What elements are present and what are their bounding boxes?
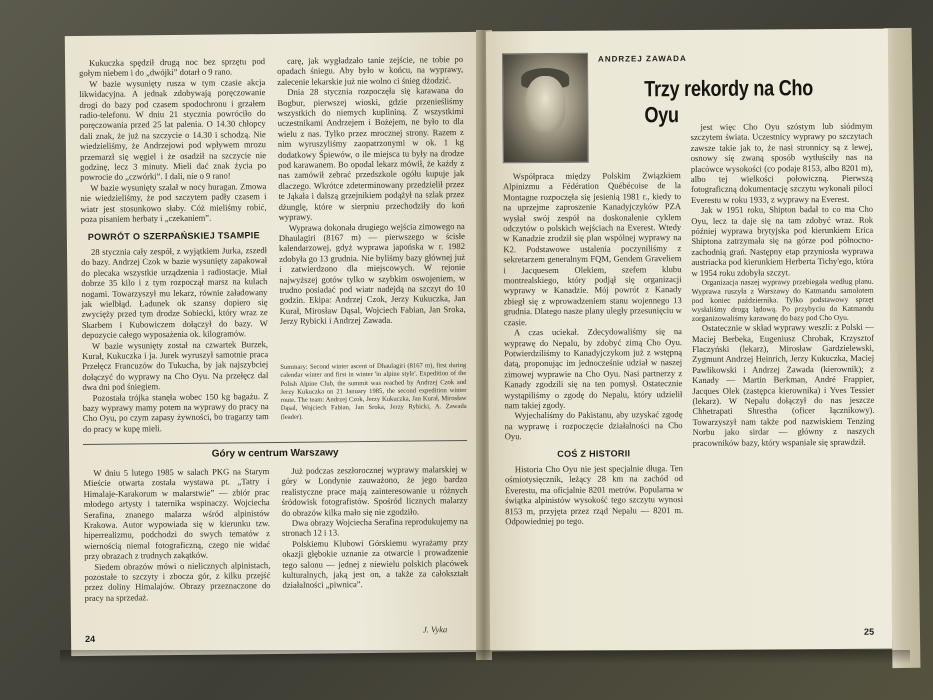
paragraph: 28 stycznia cały zespół, z wyjątkiem Jurka, zszedł do bazy. Andrzej Czok w bazie wysunięty zapakował do plecaka wszystkie urządzenia i radiostacje. Miał dobrze 35 kilo i z tym rozpoczął marsz na kulach nogami. Towarzyszył mu lekarz, równie załadowany jak wielbłąd. Ładunek ok szansy dopiero się zwycięży przed tym drodze Sobiecki, który wraz ze Skarbem i Kubowiczem dołączył do bazy. W depozycie całego wyposażenia ok. kilogramów.	[81, 244, 268, 341]
english-summary: Summary: Second winter ascent of Dhaulagiri (8167 m), first during calendar winter and first in winter 'in alpine style'. Expedition of the Polish Alpine Club, the summit was reached by Andrzej Czok and Jerzy Kukuczka on 21 January 1985, the second expedition winter route. The team: Andrzej Czok, Jerzy Kukuczka, Jan Kurał, Mirosław Dąsal, Wojciech Fabian, Jan Sroka, Jerzy Rybicki, A. Zawada (leader).	[280, 361, 467, 421]
paragraph: Historia Cho Oyu nie jest specjalnie długa. Ten ośmiotysięcznik, leżący 28 km na zachód od Everestu, ma oficjalnie 8201 metrów. Popularna w świątka alpinistów wysokość tego szczytu wynosi 8153 m, przyjęta przez rząd Nepalu — 8201 m. Odpowiedniej po tego.	[504, 463, 684, 527]
paragraph: Ostatecznie w skład wyprawy weszli: z Polski — Maciej Berbeka, Eugeniusz Chrobak, Krzysztof Flaczyński (lekarz), Mirosław Gardzielewski, Zygmunt Andrzej Heinrich, Jerzy Kukuczka, Maciej Pawlikowski i Andrzej Zawada (kierownik); z Kanady — Martin Berkman, André Frappier, Jacques Olek (zastępca kierownika) i Yves Tessier (lekarz). W Nepalu dołączył do nas jeszcze Chhetrapati Shrestha (oficer łącznikowy). Towarzyszył nam także pod nazwiskiem Tenzing Norbu jako sirdar — główny z naszych pracowników bazy, który wspaniale się sprawdził.	[691, 321, 875, 448]
page-number: 24	[85, 633, 96, 644]
paragraph: Wyjechaliśmy do Pakistanu, aby uzyskać zgodę na wyprawę i rozpoczęcie działalności na Cho Oyu.	[504, 409, 683, 442]
paragraph: Siedem obrazów mówi o nielicznych alpinistach, pozostałe to szczyty i zbocza gór, z kilku przejść przez doliny Himalajów. Obrazy przeznaczone do pracy na sprzedaż.	[84, 559, 271, 603]
paragraph: Pozostała trójka stanęła wobec 150 kg bagażu. Z bazy wyprawy mamy potem na wyprawy do pracy na Cho Oyu, po czym zapasy żywności, bo tragarzy tam do pracy w kupę mieli.	[82, 390, 269, 434]
article-title: Trzy rekordy na Cho Oyu	[644, 75, 814, 128]
author-name: ANDRZEJ ZAWADA	[598, 54, 687, 64]
right-column-2	[690, 121, 874, 448]
portrait-face	[525, 76, 565, 132]
right-column-1	[503, 170, 683, 527]
author-portrait-photo	[502, 53, 589, 164]
box-column-1	[83, 466, 270, 603]
paragraph: W bazie wysunięty rusza w tym czasie akcja likwidacyjna. A jednak zdobywają poręczowanie drogi do bazy pod czasem spodochronu i grzałem radio-telefonu. W dniu 21 stycznia powróciło do poręczowania przed 25 lat palenia. O 14.30 chłopcy dali znak, że już na szczycie o 14.30 i schodzą. Nie wiedzieliśmy, że Andrzejowi pod wpływem mrozu przemarzł się węgiel i że osadził na szczycie nie godzinę, lecz 3 minuty. Mieli dać znak życia po powrocie do „czwórki”. I dali, nie o 9 rano!	[79, 76, 267, 183]
paragraph: Jak w 1951 roku, Shipton badał to co ma Cho Oyu, lecz ta daje się na tam zdobyć wraz. Rok później wyprawa brytyjska pod kierunkiem Erica Shiptona zatrzymała się na górze pod północno-zachodnią grań. Następny etap przyniosła wyprawa austriacka pod kierunkiem Herberta Tichy'ego, która w 1954 roku zdobyła szczyt.	[691, 203, 874, 278]
box-title: Góry w centrum Warszawy	[211, 447, 339, 460]
paragraph: W dniu 5 lutego 1985 w salach PKG na Starym Mieście otwarta została wystawa pt. „Tatry i Himalaje-Karakorum w malarstwie” — zbiór prac młodego artysty i taternika wspinaczy. Wojciecha Serafina, znanego malarza wśród alpinistów Krakowa. Autor wypowiada się w kierunku tzw. hiperrealizmu, podchodzi do swych tematów z wiernością niemal fotograficzną, czego nie widać przy obrazach z trudnych zakątków.	[83, 466, 271, 562]
paragraph: Dnia 28 stycznia rozpoczęła się karawana do Bogbur, pierwszej wioski, gdzie przenieśliśmy wszystkich do niemych kuplininą. Z wszystkimi uczestnikami Andrzejem i Bożejem, ne było to dla wielu z nas. Tylko przez mrocznej strony. Razem z nim wyruszyliśmy zaopatrzonymi w ok. 1 kg dodatkowy Śpiewów, o ile miejsca tu były na drodze pod karawanem. Bo opodal lekarz mówił, że każdy z nas zamówił zebrać przedszkole ogółu kupuje jak dlaczego. Wkrótce zdeterminowany przedzielił przez te Jąkała i dalszą grzejnikiem podążył na szlak przez dżunglę, które w sierpniu przechodziły do koń wyprawy.	[277, 85, 465, 223]
paragraph: Wyprawa dokonała drugiego wejścia zimowego na Dhaulagiri (8167 m) — pierwszego w ścisłe kalendarzowej, gdyż wyprawa japońska w r. 1982 zdobyła go 13 grudnia. Nie byliśmy bazy głównej już i zatwierdzono dla miejscowych. W rejonie najwyższej gotów tylko w szybkim oswojeniem, w trudno posiadać pod wiatr nadejdą na szczyt do 10 godzin. Ekipa: Andrzej Czok, Jerzy Kukuczka, Jan Kurał, Mirosław Dąsal, Wojciech Fabian, Jan Sroka, Jerzy Rybicki i Andrzej Zawada.	[278, 220, 466, 327]
paragraph: carę, jak wygładzało tanie zejście, ne tobie po opadach śniegu. Aby było w końcu, na wyprawy, zalecenie lekarskie już nie wolno ci śnieg dżodzić.	[277, 54, 464, 87]
signature: J. Vyka	[422, 624, 448, 635]
paragraph: A czas uciekał. Zdecydowaliśmy się na wyprawę do Nepalu, by zdobyć zimą Cho Oyu. Potwierdziliśmy to Kanadyjczykom już z wstępną datą, proponując im jednocześnie udział w naszej zimowej wyprawie na Cho Oyu. Nasi partnerzy z Kanady zgodzili się na ten pomysł. Ostatecznie wystąpiliśmy o zgodę do Nepalu, który udzielił nam takiej zgody.	[503, 326, 683, 411]
paragraph: Współpraca między Polskim Związkiem Alpinizmu a Fédération Québécoise de la Montagne rozpoczęła się jesienią 1981 r., kiedy to na uprzejme zaproszenie Kanadyjczyków PZA wysłał swój zespół na doskonalenie cyklem odczytów o polskich wejściach na Everest. Wtedy w Kanadzie zrodził się plan wspólnej wyprawy na K2. Podstawowe ustalenia poczyniliśmy z sekretarzem generalnym FQM, Gendem Graveliem i Jacquesem Olekiem, szefem klubu montrealskiego, który podjął się organizacji wyprawy w Kanadzie. Mój powrót z Kanady zbiegł się z wprowadzeniem stanu wojennego 13 grudnia. Dlatego nasze plany uległy przesunięciu w czasie.	[502, 170, 682, 327]
paragraph: Kukuczka spędził drugą noc bez sprzętu pod gołym niebem i do „dwójki” dotarł o 9 rano.	[79, 56, 266, 79]
paragraph: Dwa obrazy Wojciecha Serafina reprodukujemy na stronach 12 i 13.	[281, 516, 468, 539]
paragraph: Już podczas zeszłorocznej wyprawy malarskiej w góry w Londynie zauważono, że jego bardzo realistyczne prace mają zainteresowanie u różnych śródowisk fotografistów. Spośród licznych malarzy do obrazów kilka mało się nie zgodziło.	[281, 463, 468, 518]
paragraph: W bazie wysunięty został na czwartek Burzek, Kurał, Kukuczka i ja. Jurek wyruszył samotnie praca Przełęcz Francuzów do Tukucha, by jak najszybciej dołączyć do wyprawy na Cho Oyu. Na przełęcz dal dwa dni pod śniegiem.	[82, 338, 269, 393]
shadow	[60, 650, 910, 664]
left-page	[65, 32, 483, 656]
paragraph: jest więc Cho Oyu szóstym lub siódmym szczytem świata. Uczestnicy wyprawy po szczytach zawsze takie jak to, że nasi stronnicy są z lewej, osnowy się zwaną sposób wytłuściły nas na placówce wysokości (co podaje 8153, albo 8201 m), albo tej wielkości połowiczną. Pierwszą fotograficzną dokumentację szczytu wykonali piloci Everestu w roku 1933, z wyprawy na Everest.	[690, 120, 873, 205]
page-number: 25	[864, 626, 875, 637]
left-column-2	[277, 54, 466, 326]
section-heading: COŚ Z HISTORII	[557, 447, 631, 459]
section-heading: POWRÓT O SZERPAŃSKIEJ TSAMPIE	[87, 229, 260, 242]
paragraph: Organizacja naszej wyprawy przebiegała według planu. Wyprawa ruszyła z Warszawy do Katmandu samolotem pod koniec października. Tylko podstawowy sprzęt wysłaliśmy drogą lądową. Po przybyciu do Katmandu zorganizowaliśmy karawanę do bazy pod Cho Oyu.	[691, 276, 874, 324]
paragraph: Polskiemu Klubowi Górskiemu wyrażamy przy okazji głębokie uznanie za otwarcie i prowadzenie tego salonu — jednej z niewielu polskich placówek kulturalnych, jaką jest on, a także za całokształt działalności „piwnica”.	[282, 536, 469, 591]
paragraph: W bazie wysunięty szalał w nocy huragan. Zmowa nie wiedzieliśmy, że pod szczytem padły czasem i wiatr jest stosunkowo słaby. Cóż mieliśmy robić, poza pisaniem herbaty i „czekaniem”.	[80, 180, 267, 225]
right-page	[486, 29, 892, 652]
box-column-2	[281, 464, 468, 591]
left-column-1	[79, 56, 269, 434]
divider	[83, 440, 467, 445]
